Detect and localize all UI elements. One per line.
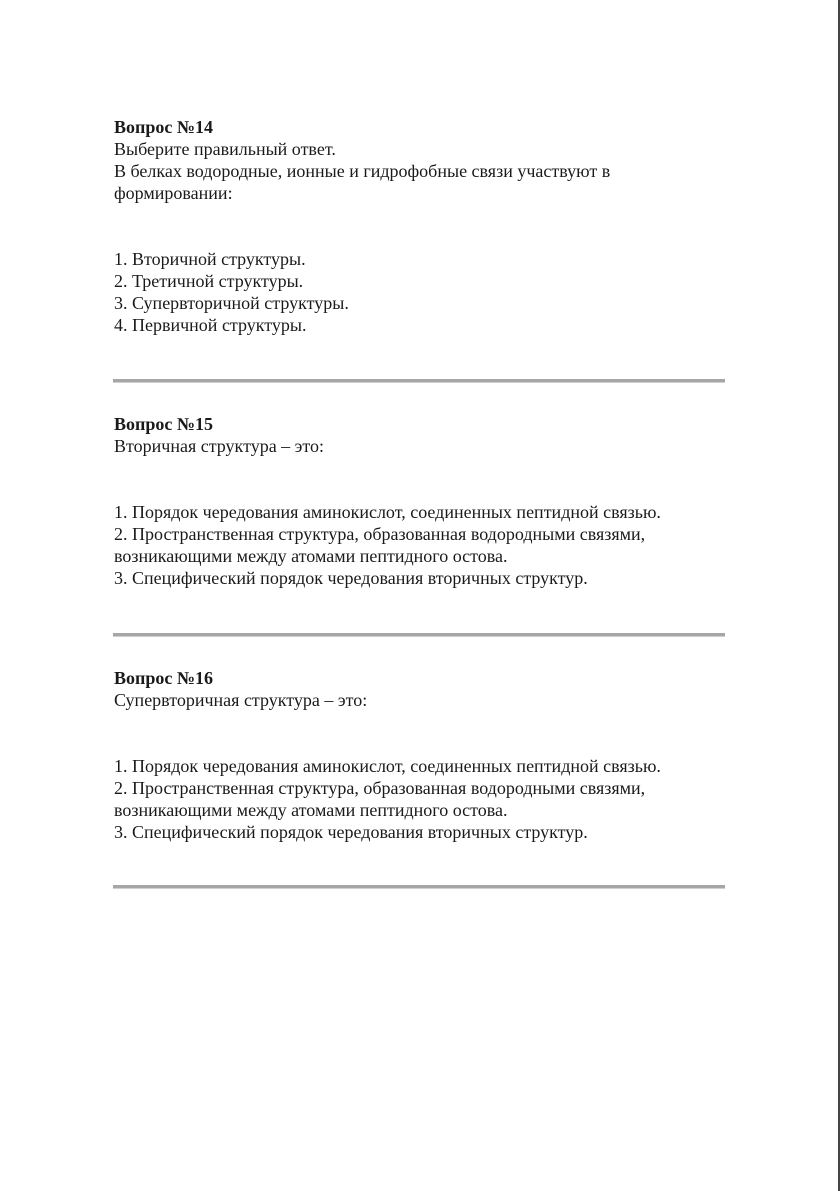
question-title: Вопрос №16 — [114, 668, 213, 688]
section-divider — [113, 633, 725, 637]
answer-option: 4. Первичной структуры. — [114, 315, 307, 335]
question-block-14 — [114, 116, 754, 336]
answer-option: 2. Пространственная структура, образованная водородными связями, — [114, 778, 646, 798]
answer-option: 2. Пространственная структура, образованная водородными связями, — [114, 524, 646, 544]
question-text: Вторичная структура – это: — [114, 436, 325, 456]
answer-option: 1. Вторичной структуры. — [114, 249, 306, 269]
answer-list — [114, 248, 754, 336]
question-text: В белках водородные, ионные и гидрофобные связи участвуют в — [114, 161, 611, 181]
question-text: Супервторичная структура – это: — [114, 690, 368, 710]
answer-option: 3. Супервторичной структуры. — [114, 293, 349, 313]
question-title: Вопрос №14 — [114, 117, 213, 137]
answer-option: 1. Порядок чередования аминокислот, соединенных пептидной связью. — [114, 502, 661, 522]
question-block-15 — [114, 413, 754, 589]
answer-option: 3. Специфический порядок чередования вторичных структур. — [114, 568, 588, 588]
answer-option: 3. Специфический порядок чередования вторичных структур. — [114, 822, 588, 842]
question-text: Выберите правильный ответ. — [114, 139, 336, 159]
question-text: формировании: — [114, 183, 233, 203]
answer-option: возникающими между атомами пептидного остова. — [114, 800, 508, 820]
question-title: Вопрос №15 — [114, 414, 213, 434]
answer-option: 1. Порядок чередования аминокислот, соединенных пептидной связью. — [114, 756, 661, 776]
question-block-16 — [114, 667, 754, 843]
section-divider — [113, 379, 725, 383]
answer-list — [114, 755, 754, 843]
answer-list — [114, 501, 754, 589]
answer-option: 2. Третичной структуры. — [114, 271, 304, 291]
section-divider — [113, 885, 725, 889]
answer-option: возникающими между атомами пептидного остова. — [114, 546, 508, 566]
